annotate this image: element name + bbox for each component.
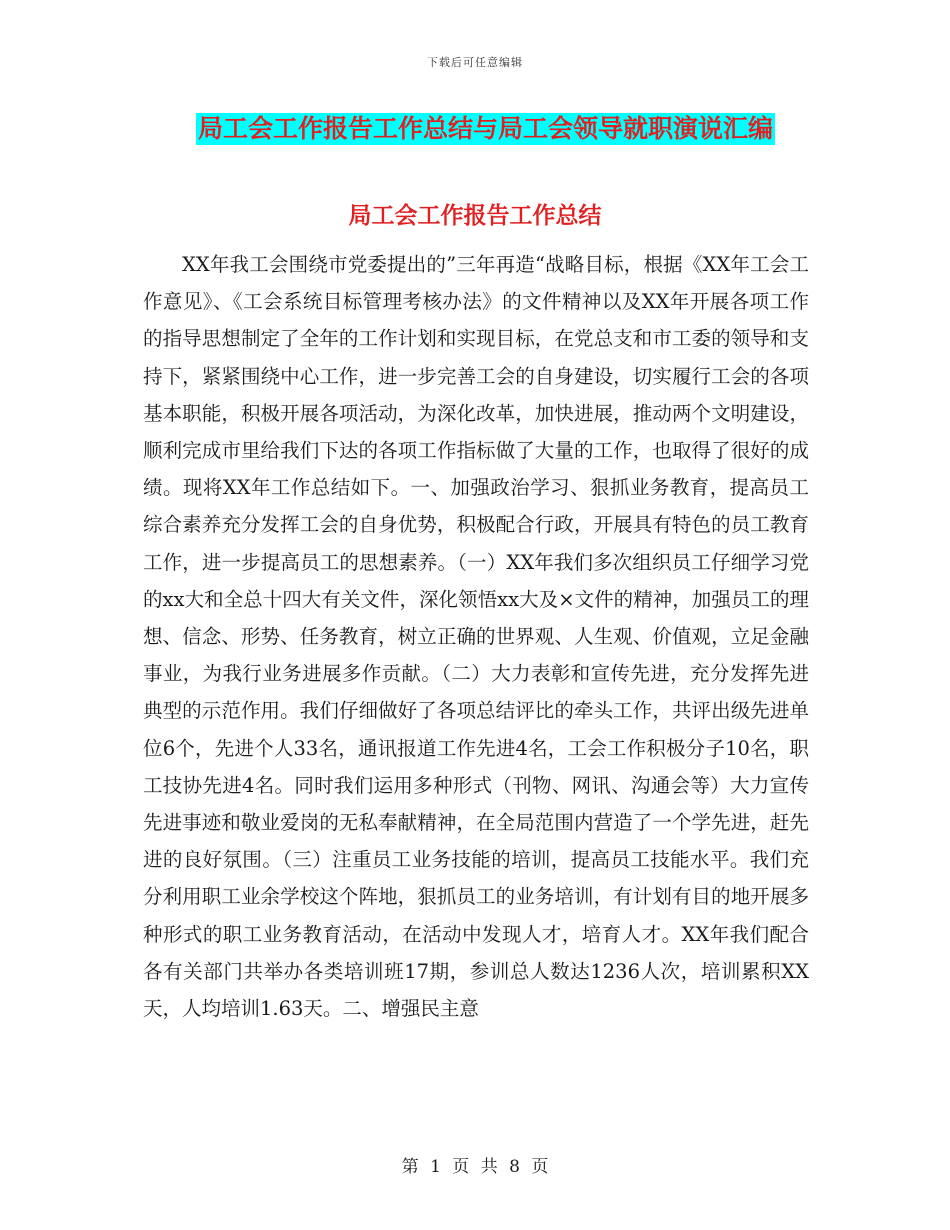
section-title: 局工会工作报告工作总结	[348, 203, 602, 229]
main-title: 局工会工作报告工作总结与局工会领导就职演说汇编	[198, 114, 774, 143]
page-header-note: 下载后可任意编辑	[427, 56, 523, 69]
main-title-container	[196, 113, 775, 145]
page-number-footer: 第 1 页 共 8 页	[401, 1157, 549, 1177]
body-paragraph: XX年我工会围绕市党委提出的”三年再造“战略目标，根据《XX年工会工作意见》、《工会系统目标管理考核办法》的文件精神以及XX年开展各项工作的指导思想制定了全年的工作计划和实现目标，在党总支和市工委的领导和支持下，紧紧围绕中心工作，进一步完善工会的自身建设，切实履行工会的各项基本职能，积极开展各项活动，为深化改革，加快进展，推动两个文明建设，顺利完成市里给我们下达的各项工作指标做了大量的工作，也取得了很好的成绩。现将XX年工作总结如下。一、加强政治学习、狠抓业务教育，提高员工综合素养充分发挥工会的自身优势，积极配合行政，开展具有特色的员工教育工作，进一步提高员工的思想素养。（一）XX年我们多次组织员工仔细学习党的xx大和全总十四大有关文件，深化领悟xx大及×文件的精神，加强员工的理想、信念、形势、任务教育，树立正确的世界观、人生观、价值观，立足金融事业，为我行业务进展多作贡献。（二）大力表彰和宣传先进，充分发挥先进典型的示范作用。我们仔细做好了各项总结评比的牵头工作，共评出级先进单位6个，先进个人33名，通讯报道工作先进4名，工会工作积极分子10名，职工技协先进4名。同时我们运用多种形式（刊物、网讯、沟通会等）大力宣传先进事迹和敬业爱岗的无私奉献精神，在全局范围内营造了一个学先进，赶先进的良好氛围。（三）注重员工业务技能的培训，提高员工技能水平。我们充分利用职工业余学校这个阵地，狠抓员工的业务培训，有计划有目的地开展多种形式的职工业务教育活动，在活动中发现人才，培育人才。XX年我们配合各有关部门共举办各类培训班17期，参训总人数达1236人次，培训累积XX天，人均培训1.63天。二、增强民主意	[143, 253, 809, 1021]
